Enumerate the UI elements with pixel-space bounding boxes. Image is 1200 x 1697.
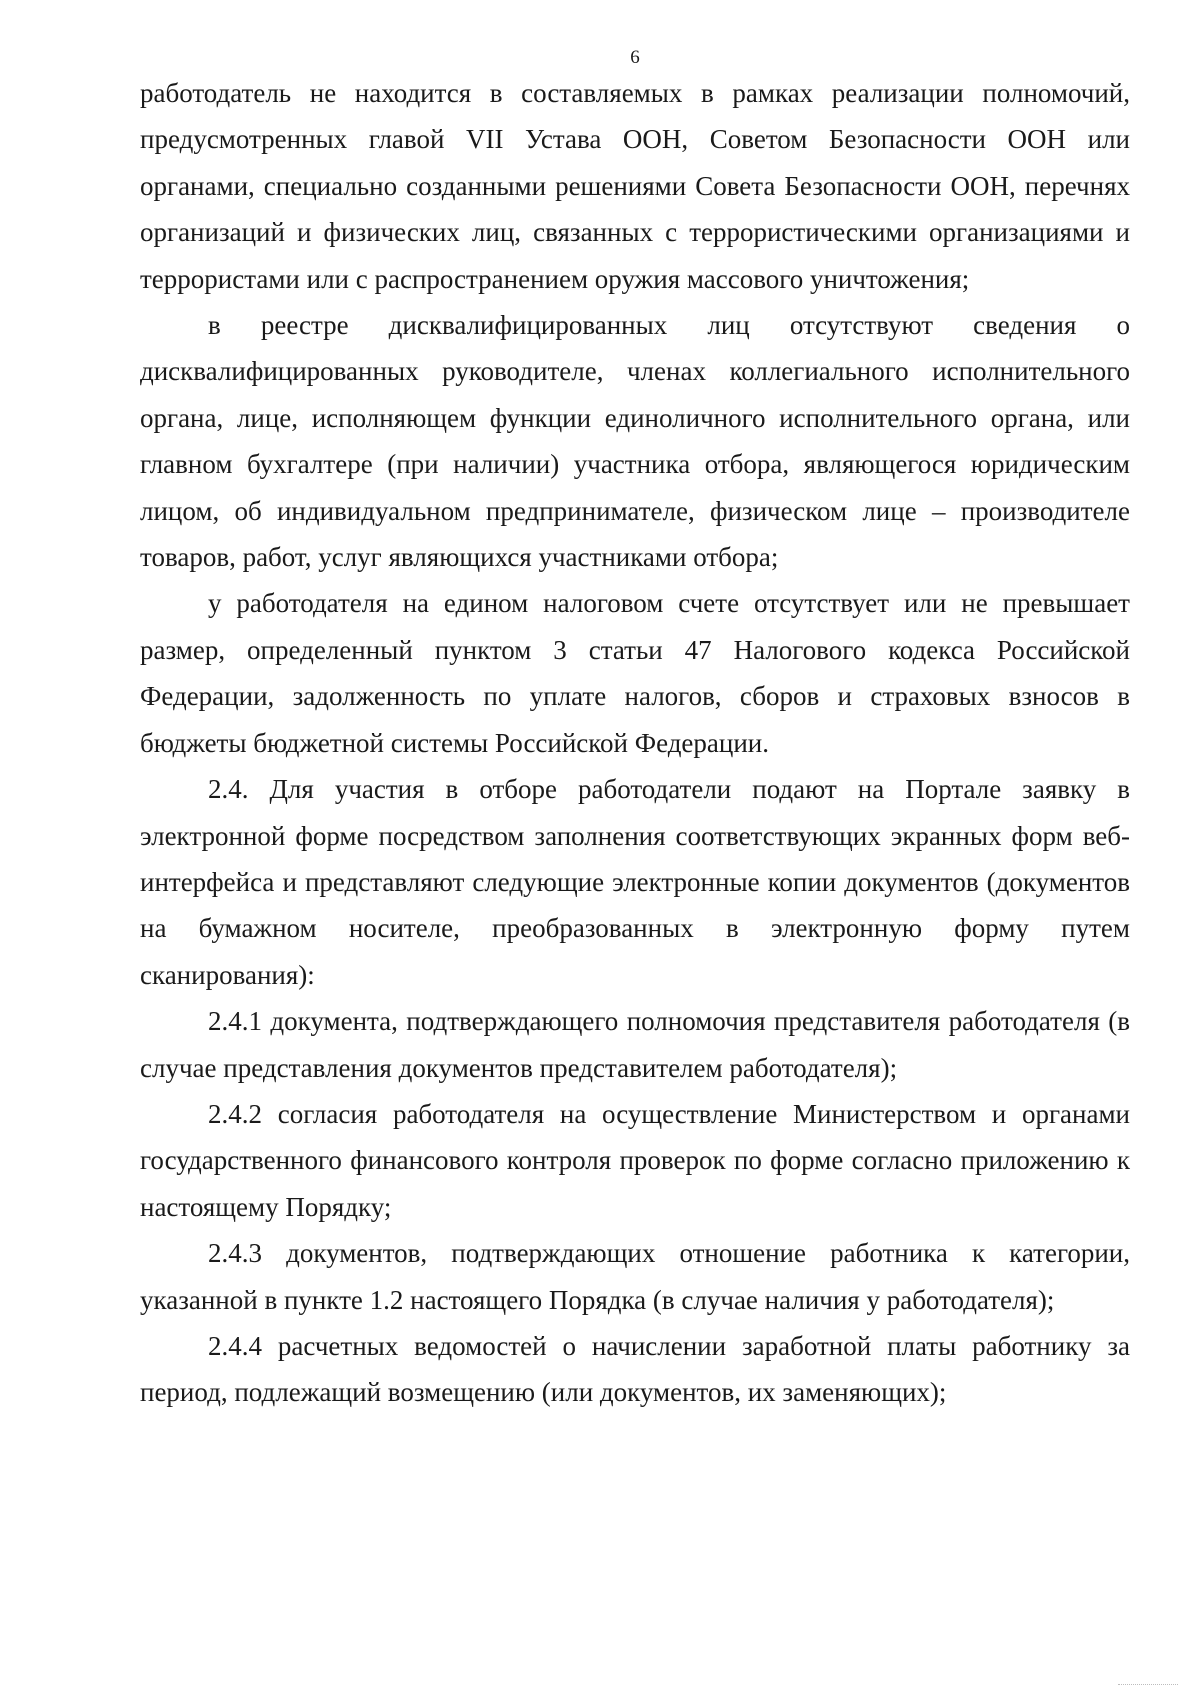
- paragraph-un-sanctions-lists: работодатель не находится в составляемых в рамках реализации полномочий, предусмотренных главой VII Устава ООН, Советом Безопасности ООН или органами, специально созданными решениями Совета Безопасности ООН, перечнях организаций и физических лиц, связанных с террористическими организациями и террористами или с распространением оружия массового уничтожения;: [140, 78, 1130, 294]
- paragraph-2-4-1: 2.4.1 документа, подтверждающего полномочия представителя работодателя (в случае представления документов представителем работодателя);: [140, 1006, 1130, 1083]
- document-body: [140, 70, 1130, 1416]
- paragraph-tax-debt: у работодателя на едином налоговом счете отсутствует или не превышает размер, определенный пунктом 3 статьи 47 Налогового кодекса Российской Федерации, задолженность по уплате налогов, сборов и страховых взносов в бюджеты бюджетной системы Российской Федерации.: [140, 588, 1130, 758]
- paragraph-2-4-application: 2.4. Для участия в отборе работодатели подают на Портале заявку в электронной форме посредством заполнения соответствующих экранных форм веб-интерфейса и представляют следующие электронные копии документов (документов на бумажном носителе, преобразованных в электронную форму путем сканирования):: [140, 774, 1130, 990]
- page-number: 6: [630, 47, 640, 68]
- paragraph-2-4-4: 2.4.4 расчетных ведомостей о начислении заработной платы работнику за период, подлежащий возмещению (или документов, их заменяющих);: [140, 1330, 1130, 1408]
- paragraph-disqualified-persons-registry: в реестре дисквалифицированных лиц отсутствуют сведения о дисквалифицированных руководителе, членах коллегиального исполнительного органа, лице, исполняющем функции единоличного исполнительного органа, или главном бухгалтере (при наличии) участника отбора, являющегося юридическим лицом, об индивидуальном предпринимателе, физическом лице – производителе товаров, работ, услуг являющихся участниками отбора;: [140, 310, 1130, 573]
- scan-artifact: [1118, 1684, 1178, 1691]
- paragraph-2-4-2: 2.4.2 согласия работодателя на осуществление Министерством и органами государственного финансового контроля проверок по форме согласно приложению к настоящему Порядку;: [140, 1098, 1130, 1222]
- paragraph-2-4-3: 2.4.3 документов, подтверждающих отношение работника к категории, указанной в пункте 1.2 настоящего Порядка (в случае наличия у работодателя);: [140, 1238, 1130, 1315]
